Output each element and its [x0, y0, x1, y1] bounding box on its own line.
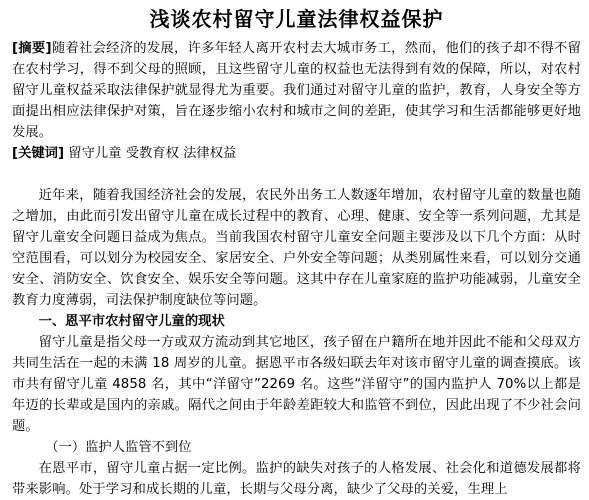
- intro-paragraph: 近年来，随着我国经济社会的发展，农民外出务工人数逐年增加，农村留守儿童的数量也随之增加，由此而引发出留守儿童在成长过程中的教育、心理、健康、安全等一系列问题，尤其是留守儿童安全问题日益成为焦点。当前我国农村留守儿童安全问题主要涉及以下几个方面：从时空范围看，可以划分为校园安全、家居安全、户外安全等问题；从类别属性来看，可以划分交通安全、消防安全、饮食安全、娱乐安全等问题。这其中存在儿童家庭的监护功能减弱，儿童安全教育力度薄弱，司法保护制度缺位等问题。: [12, 188, 581, 308]
- keywords-line: [12, 143, 581, 164]
- subsection-paragraph: 在恩平市，留守儿童占据一定比例。监护的缺失对孩子的人格发展、社会化和道德发展都将带来影响。处于学习和成长期的儿童，长期与父母分离，缺少了父母的关爱，生理上: [12, 461, 581, 497]
- abstract-paragraph: [12, 38, 581, 143]
- document-title: 浅谈农村留守儿童法律权益保护: [149, 7, 444, 31]
- blank-line: [12, 164, 581, 185]
- section-paragraph: 留守儿童是指父母一方或双方流动到其它地区，孩子留在户籍所在地并因此不能和父母双方共同生活在一起的未满 18 周岁的儿童。据恩平市各级妇联去年对该市留守儿童的调查摸底。该市共有留守儿童 4858 名，其中“洋留守”2269 名。这些“洋留守”的国内监护人 70%以上都是年迈的长辈或是国内的亲戚。隔代之间由于年龄差距较大和监管不到位，因此出现了不少社会问题。: [12, 335, 581, 434]
- keywords-text: 留守儿童 受教育权 法律权益: [68, 146, 237, 161]
- subsection-heading: （一）监护人监管不到位: [45, 440, 192, 455]
- keywords-tag: [关键词]: [12, 146, 65, 161]
- abstract-tag: [摘要]: [12, 41, 52, 56]
- section-heading: 一、恩平市农村留守儿童的现状: [38, 314, 225, 329]
- abstract-text: 随着社会经济的发展，许多年轻人离开农村去大城市务工，然而，他们的孩子却不得不留在农村学习，得不到父母的照顾，且这些留守儿童的权益也无法得到有效的保障，所以，对农村留守儿童权益采取法律保护就显得尤为重要。我们通过对留守儿童的监护，教育，人身安全等方面提出相应法律保护对策，旨在逐步缩小农村和城市之间的差距，使其学习和生活都能够更好地发展。: [12, 41, 581, 140]
